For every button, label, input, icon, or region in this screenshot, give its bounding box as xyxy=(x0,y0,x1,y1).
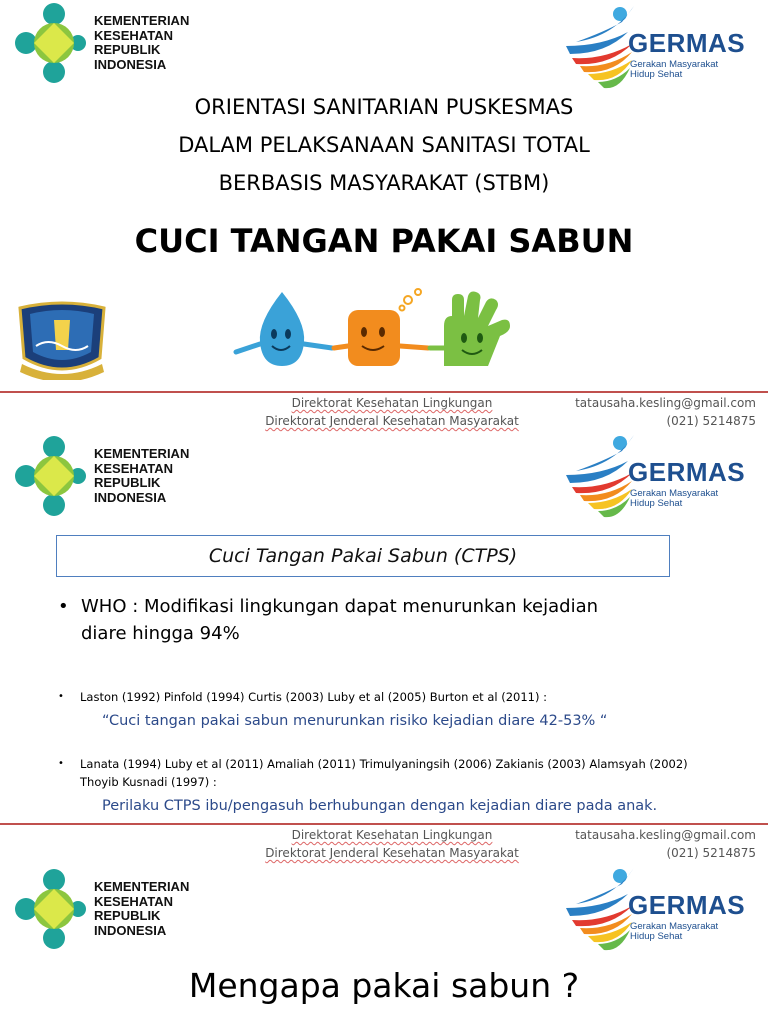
kemenkes-emblem-icon xyxy=(14,866,86,952)
germas-sub-line: Hidup Sehat xyxy=(630,931,683,942)
bullet-line: WHO : Modifikasi lingkungan dapat menurunkan kejadian xyxy=(81,596,599,617)
germas-subtitle xyxy=(630,489,718,509)
quote-risk: “Cuci tangan pakai sabun menurunkan risiko kejadian diare 42-53% “ xyxy=(102,713,608,729)
title-line: BERBASIS MASYARAKAT (STBM) xyxy=(218,171,550,195)
germas-sub-line: Gerakan Masyarakat xyxy=(630,488,719,499)
province-emblem-icon xyxy=(14,300,110,380)
kemenkes-line: REPUBLIK xyxy=(94,908,161,923)
bullet-line: Lanata (1994) Luby et al (2011) Amaliah (2011) Trimulyaningsih (2006) Zakianis (2003) Alamsyah (2002) xyxy=(80,757,688,771)
kemenkes-text xyxy=(94,447,189,505)
kemenkes-line: KEMENTERIAN xyxy=(94,879,190,894)
footer-dept-line: Direktorat Jenderal Kesehatan Masyarakat xyxy=(265,414,519,428)
germas-word: GERMAS xyxy=(628,890,746,920)
slide-why-soap xyxy=(0,824,768,1024)
kemenkes-line: KESEHATAN xyxy=(94,27,173,43)
bullet-text xyxy=(58,755,738,791)
slide-title-text xyxy=(0,88,768,202)
germas-subtitle xyxy=(630,922,718,942)
kemenkes-emblem-icon xyxy=(14,433,86,519)
kemenkes-line: INDONESIA xyxy=(94,56,167,72)
footer-dept-line: Direktorat Kesehatan Lingkungan xyxy=(291,396,493,410)
title-line: DALAM PELAKSANAAN SANITASI TOTAL xyxy=(178,133,590,157)
kemenkes-logo xyxy=(14,866,189,952)
germas-word: GERMAS xyxy=(628,28,746,58)
germas-logo xyxy=(562,431,752,521)
kemenkes-line: REPUBLIK xyxy=(94,475,161,490)
footer-phone: (021) 5214875 xyxy=(666,846,756,860)
footer-dept-line: Direktorat Kesehatan Lingkungan xyxy=(291,828,493,842)
bullet-text xyxy=(58,593,738,647)
kemenkes-text xyxy=(94,14,189,72)
bullet-line: diare hingga 94% xyxy=(81,623,240,644)
mascot-illustration-icon xyxy=(222,286,544,376)
kemenkes-line: KESEHATAN xyxy=(94,893,173,909)
slide-title xyxy=(0,0,768,392)
bullet-dot: • xyxy=(58,596,69,617)
slide-heading: Mengapa pakai sabun ? xyxy=(188,966,580,1005)
title-line: ORIENTASI SANITARIAN PUSKESMAS xyxy=(194,95,574,119)
footer-phone: (021) 5214875 xyxy=(666,414,756,428)
germas-sub-line: Hidup Sehat xyxy=(630,498,683,509)
germas-sub-line: Gerakan Masyarakat xyxy=(630,59,719,70)
quote-behavior: Perilaku CTPS ibu/pengasuh berhubungan dengan kejadian diare pada anak. xyxy=(102,798,658,814)
germas-logo xyxy=(562,864,752,954)
footer-dept-line: Direktorat Jenderal Kesehatan Masyarakat xyxy=(265,846,519,860)
footer-email: tatausaha.kesling@gmail.com xyxy=(575,828,756,842)
germas-sub-line: Gerakan Masyarakat xyxy=(630,921,719,932)
germas-word: GERMAS xyxy=(628,457,746,487)
bullet-references-2 xyxy=(58,755,738,791)
slide-heading: CUCI TANGAN PAKAI SABUN xyxy=(134,222,634,260)
kemenkes-line: KEMENTERIAN xyxy=(94,13,190,28)
footer-email: tatausaha.kesling@gmail.com xyxy=(575,396,756,410)
slide-ctps xyxy=(0,393,768,823)
bullet-line: Thoyib Kusnadi (1997) : xyxy=(80,775,217,789)
kemenkes-logo xyxy=(14,433,189,519)
kemenkes-line: REPUBLIK xyxy=(94,42,161,57)
bullet-who xyxy=(58,593,738,647)
bullet-dot: • xyxy=(58,758,64,769)
kemenkes-line: INDONESIA xyxy=(94,489,167,505)
ctps-title-box: Cuci Tangan Pakai Sabun (CTPS) xyxy=(56,535,670,577)
kemenkes-line: INDONESIA xyxy=(94,922,167,938)
bullet-text: Laston (1992) Pinfold (1994) Curtis (2003) Luby et al (2005) Burton et al (2011) : xyxy=(80,690,548,704)
kemenkes-emblem-icon xyxy=(14,0,86,86)
germas-sub-line: Hidup Sehat xyxy=(630,69,683,80)
germas-subtitle xyxy=(630,60,718,80)
germas-logo xyxy=(562,2,752,92)
bullet-dot: • xyxy=(58,691,64,702)
kemenkes-text xyxy=(94,880,189,938)
kemenkes-line: KEMENTERIAN xyxy=(94,446,190,461)
bullet-references-1 xyxy=(58,688,738,706)
kemenkes-logo xyxy=(14,0,189,86)
kemenkes-line: KESEHATAN xyxy=(94,460,173,476)
